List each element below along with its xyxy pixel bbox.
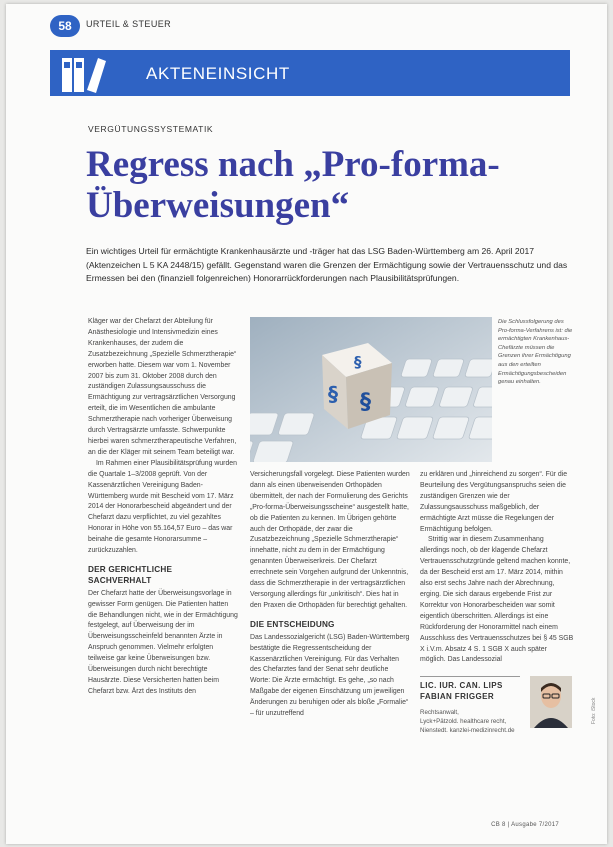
author-name-line-1: LIC. IUR. CAN. LIPS	[420, 681, 503, 690]
paragraph: Der Chefarzt hatte der Überweisungsvorlage in gewisser Form genügen. Die Patienten hatten die Behandlungen nicht, wie in der Ermächtigung festgelegt, auf Überweisung der im Überweisungsscheinfeld benannten Ärzte in Anspruch genommen. Vielmehr erfolgten teilweise gar keine Überweisungen bzw. Überweisungen durch nicht berechtigte Hausärzte. Diese Versicherten hatten beim Chefarzt bzw. Ärzt des Instituts den	[88, 589, 238, 695]
rubric-label: URTEIL & STEUER	[86, 19, 172, 29]
author-portrait	[530, 676, 572, 728]
text-column-1	[88, 317, 238, 698]
svg-text:§: §	[354, 353, 362, 371]
paragraph: Im Rahmen einer Plausibilitätsprüfung wurden die Quartale 1–3/2008 geprüft. Von der Kassenärztlichen Vereinigung Baden-Württemberg wurde mit Bescheid vom 17. März 2014 der Honorarbescheid abgeändert und der Chefarzt dazu verpflichtet, zu viel gezahltes Honorar in Höhe von 55.164,57 Euro – das war beinahe die gesamte Honorarsumme – zurückzuzahlen.	[88, 459, 237, 555]
folder-binders-icon	[60, 54, 114, 94]
text-column-2	[250, 470, 410, 720]
photo-illustration	[250, 317, 492, 462]
headline	[86, 144, 556, 226]
photo-caption: Die Schlussfolgerung des Pro-forma-Verfahrens ist: die ermächtigten Krankenhaus-Chefärzte müssen die Grenzen ihrer Ermächtigung aus den erteilten Ermächtigungsbescheiden genau einhalten.	[498, 319, 573, 386]
paragraph: Das Landessozialgericht (LSG) Baden-Württemberg bestätigte die Regressentscheidung der Kassenärztlichen Vereinigung. Für das Verhalten des Chefarztes fand der Senat sehr deutliche Worte: Die Ärzte ermächtigt. Es gehe, „so nach Maßgabe der eigenen Einschätzung um jeweiligen Änderungen zu beruhigen oder als bloße „Formalie“ – für unzutreffend	[250, 633, 410, 718]
author-affiliation: Lyck+Pätzold. healthcare recht, Nienstedt. kanzlei-medizinrecht.de	[420, 718, 515, 734]
headline-line-1: Regress nach „Pro-forma-	[86, 144, 500, 185]
author-description	[420, 708, 520, 735]
dice-keyboard-photo	[250, 317, 492, 462]
text-column-3	[420, 470, 574, 666]
paragraph: Strittig war in diesem Zusammenhang allerdings noch, ob der klagende Chefarzt Vertrauensschutzgründe geltend machen konnte, da der Bescheid erst am 17. März 2014, mithin also erst sechs Jahre nach der Abrechnung, erging. Die sich daraus ergebende Frist zur Korrektur von Honorarbescheiden war somit eigentlich überschritten. Allerdings ist eine Rückforderung der Honorarmittel nach einem Ausschluss des Vertrauensschutzes bei § 45 SGB X i.V.m. Absatz 4 S. 1 SGB X auch später möglich. Das Landessozial	[420, 536, 574, 664]
paragraph: zu erklären und „hinreichend zu sorgen“. Für die Beurteilung des Vergütungsanspruchs seien die zuständigen Grenzen wie der Zulassungsausschuss maßgeblich, der ermächtigte Arzt müsse die Regelungen der Ermächtigung befolgen.	[420, 471, 568, 533]
svg-text:§: §	[360, 390, 371, 415]
subheading-sachverhalt: DER GERICHTLICHE SACHVERHALT	[88, 564, 173, 585]
photo-credit: Foto: iStock	[591, 697, 597, 724]
headline-line-2: Überweisungen“	[86, 185, 350, 226]
author-role: Rechtsanwalt,	[420, 709, 459, 716]
section-title: AKTENEINSICHT	[146, 64, 290, 83]
subheading-entscheidung: DIE ENTSCHEIDUNG	[250, 619, 335, 629]
paragraph: Kläger war der Chefarzt der Abteilung für Anästhesiologie und Intensivmedizin eines Krankenhauses, der zudem die Zusatzbezeichnung „Spezielle Schmerztherapie“ erworben hatte. Diesem war vom 1. November 2007 bis zum 31. Oktober 2008 durch den zuständigen Zulassungsausschuss die Ermächtigung zur vertragsärztlichen Versorgung erteilt, die im Wesentlichen die ambulante Schmerztherapie nach vorheriger Überweisung durch Vertragsärzte umfasste. Schwerpunkte hierbei waren schmerztherapeutische Verfahren, an die der Kläger mit seinem Team beteiligt war.	[88, 318, 237, 456]
magazine-page	[6, 4, 607, 844]
author-box	[420, 676, 572, 738]
kicker: VERGÜTUNGSSYSTEMATIK	[88, 124, 214, 134]
section-band	[50, 50, 570, 96]
author-name-line-2: FABIAN FRIGGER	[420, 692, 495, 701]
page-number: 58	[50, 15, 80, 37]
author-name	[420, 676, 520, 702]
page-footer: CB 8 | Ausgabe 7/2017	[491, 822, 559, 828]
svg-text:§: §	[328, 382, 338, 406]
paragraph: Versicherungsfall vorgelegt. Diese Patienten wurden dann als einen überweisenden Orthopäden übermittelt, der nach der Formulierung des Gerichts „Pro-forma-Überweisungsscheine“ ausgestellt hatte, ob die Patienten zu kennen. Im Übrigen gehörte auch der Orthopäde, der zwar die Zusatzbezeichnung „Spezielle Schmerztherapie“ innehatte, nicht zu dem in der Ermächtigung genannten Überweiserkreis. Der Chefarzt errechnete sein Vorgehen aufgrund der Unkenntnis, dass die Schmerztherapie in der vertragsärztlichen Versorgung allerdings für „unkritisch“. Dies hat in den Praxen die Orthopäden für berechtigt gehalten.	[250, 471, 410, 609]
lead-paragraph: Ein wichtiges Urteil für ermächtigte Krankenhausärzte und -träger hat das LSG Baden-Württemberg am 26. April 2017 (Aktenzeichen L 5 KA 2448/15) gefällt. Gegenstand waren die Grenzen der Ermächtigung sowie der Vertrauensschutz und das Ermessen bei den (finanziell folgenreichen) Honorarrückforderungen nach Plausibilitätsprüfungen.	[86, 246, 568, 284]
